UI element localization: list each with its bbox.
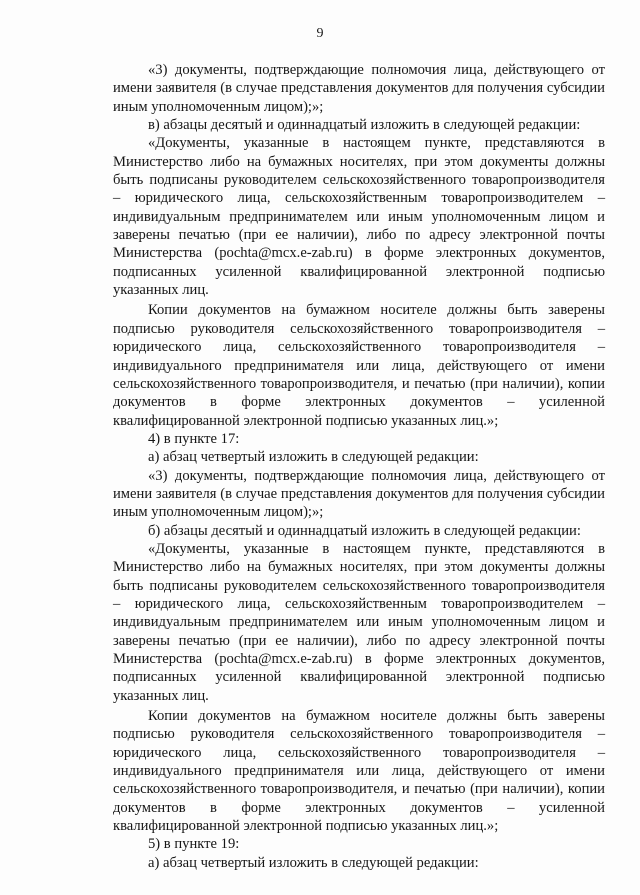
paragraph-doc-item-3: «3) документы, подтверждающие полномочия лица, действующего от имени заявителя (в случае представления документов для получения субсидии иным уполномоченным лицом);»; — [113, 62, 605, 115]
page-number: 9 — [316, 26, 324, 41]
paragraph-point-17: 4) в пункте 17: — [148, 430, 240, 447]
paragraph-clause-b: б) абзацы десятый и одиннадцатый изложить в следующей редакции: — [148, 522, 581, 539]
paragraph-clause-a-point-19: а) абзац четвертый изложить в следующей редакции: — [148, 854, 479, 871]
paragraph-clause-v: в) абзацы десятый и одиннадцатый изложить в следующей редакции: — [148, 117, 581, 134]
paragraph-copies-certification-repeat: Копии документов на бумажном носителе должны быть заверены подписью руководителя сельскохозяйственного товаропроизводителя – юридического лица, сельскохозяйственного товаропроизводителя – индивидуального предпринимателя или лица, действующего от имени сельскохозяйственного товаропроизводителя, и печатью (при наличии), копии документов в форме электронных документов – усиленной квалифицированной электронной подписью указанных лиц.»; — [113, 708, 605, 835]
paragraph-point-19: 5) в пункте 19: — [148, 836, 240, 853]
paragraph-documents-submission-repeat: «Документы, указанные в настоящем пункте, представляются в Министерство либо на бумажных носителях, при этом документы должны быть подписаны руководителем сельскохозяйственного товаропроизводителя – юридического лица, сельскохозяйственным товаропроизводителем – индивидуальным предпринимателем или иным уполномоченным лицом и заверены печатью (при ее наличии), либо по адресу электронной почты Министерства (pochta@mcx.e-zab.ru) в форме электронных документов, подписанных усиленной квалифицированной электронной подписью указанных лиц. — [113, 540, 605, 704]
paragraph-doc-item-3-repeat: «3) документы, подтверждающие полномочия лица, действующего от имени заявителя (в случае представления документов для получения субсидии иным уполномоченным лицом);»; — [113, 467, 605, 521]
paragraph-clause-a: а) абзац четвертый изложить в следующей редакции: — [148, 449, 479, 466]
paragraph-documents-submission: «Документы, указанные в настоящем пункте, представляются в Министерство либо на бумажных носителях, при этом документы должны быть подписаны руководителем сельскохозяйственного товаропроизводителя – юридического лица, сельскохозяйственным товаропроизводителем – индивидуальным предпринимателем или иным уполномоченным лицом и заверены печатью (при ее наличии), либо по адресу электронной почты Министерства (pochta@mcx.e-zab.ru) в форме электронных документов, подписанных усиленной квалифицированной электронной подписью указанных лиц. — [113, 135, 605, 299]
document-body — [113, 61, 605, 872]
paragraph-copies-certification: Копии документов на бумажном носителе должны быть заверены подписью руководителя сельскохозяйственного товаропроизводителя – юридического лица, сельскохозяйственного товаропроизводителя – индивидуального предпринимателя или лица, действующего от имени сельскохозяйственного товаропроизводителя, и печатью (при наличии), копии документов в форме электронных документов – усиленной квалифицированной электронной подписью указанных лиц.»; — [113, 302, 605, 429]
